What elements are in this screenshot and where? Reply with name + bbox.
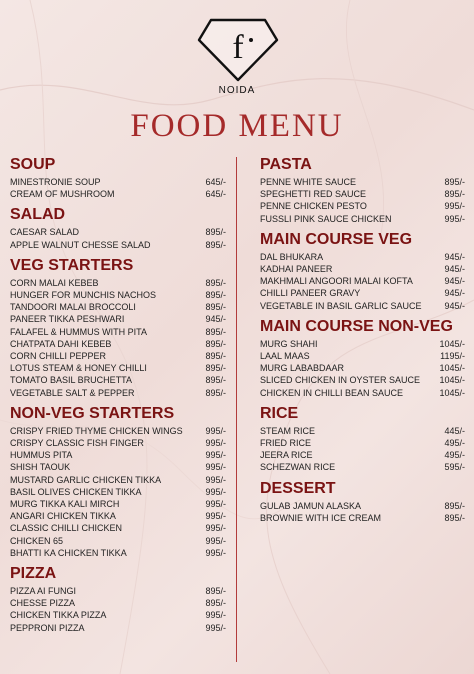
item-name: MURG TIKKA KALI MIRCH (10, 499, 120, 510)
section-heading: MAIN COURSE NON-VEG (260, 317, 453, 335)
item-name: LOTUS STEAM & HONEY CHILLI (10, 363, 147, 374)
item-price: 995/- (205, 523, 226, 534)
item-name: TOMATO BASIL BRUCHETTA (10, 375, 133, 386)
menu-item (10, 510, 226, 522)
item-price: 895/- (205, 351, 226, 362)
item-name: CHESSE PIZZA (10, 598, 76, 609)
menu-item (10, 387, 226, 399)
item-name: MURG SHAHI (260, 338, 318, 349)
menu-item (10, 437, 226, 449)
item-price: 895/- (205, 239, 226, 250)
item-name: PENNE CHICKEN PESTO (260, 201, 367, 212)
menu-section (10, 564, 226, 634)
menu-item (10, 301, 226, 313)
menu-section (260, 479, 465, 524)
section-heading: DESSERT (260, 479, 336, 497)
item-name: STEAM RICE (260, 425, 316, 436)
menu-item (10, 535, 226, 547)
brand-logo (195, 14, 281, 84)
item-price: 995/- (444, 213, 465, 224)
item-name: CRISPY CLASSIC FISH FINGER (10, 438, 144, 449)
item-name: CAESAR SALAD (10, 227, 80, 238)
section-heading: PIZZA (10, 565, 57, 583)
menu-item (10, 226, 226, 238)
menu-item (10, 547, 226, 559)
menu-item (260, 449, 465, 461)
logo-dot (249, 38, 253, 42)
item-name: APPLE WALNUT CHESSE SALAD (10, 239, 151, 250)
item-price: 1045/- (439, 363, 465, 374)
section-heading: SOUP (10, 156, 56, 173)
item-price: 945/- (444, 264, 465, 275)
item-name: MURG LABABDAAR (260, 363, 345, 374)
item-name: BROWNIE WITH ICE CREAM (260, 512, 381, 523)
item-name: CORN CHILLI PEPPER (10, 351, 107, 362)
item-price: 1195/- (440, 351, 465, 362)
item-price: 995/- (205, 499, 226, 510)
item-price: 895/- (444, 500, 465, 511)
item-price: 895/- (205, 338, 226, 349)
item-price: 1045/- (439, 387, 465, 398)
item-price: 895/- (205, 302, 226, 313)
menu-item (260, 251, 465, 263)
item-price: 995/- (205, 474, 226, 485)
menu-item (10, 449, 226, 461)
item-name: VEGETABLE IN BASIL GARLIC SAUCE (260, 300, 422, 311)
menu-item (260, 362, 465, 374)
item-name: PEPPRONI PIZZA (10, 622, 85, 633)
item-name: PANEER TIKKA PESHWARI (10, 314, 125, 325)
item-name: FALAFEL & HUMMUS WITH PITA (10, 326, 148, 337)
item-price: 995/- (444, 201, 465, 212)
menu-item (10, 498, 226, 510)
menu-section (260, 155, 465, 225)
menu-item (10, 176, 226, 188)
menu-item (260, 500, 465, 512)
menu-section (10, 256, 226, 399)
item-price: 1045/- (439, 338, 465, 349)
menu-item (10, 362, 226, 374)
menu-item (10, 461, 226, 473)
item-price: 595/- (444, 462, 465, 473)
menu-item (260, 350, 465, 362)
menu-item (10, 597, 226, 609)
item-name: CHILLI PANEER GRAVY (260, 288, 361, 299)
menu-item (10, 326, 226, 338)
item-name: FUSSLI PINK SAUCE CHICKEN (260, 213, 392, 224)
item-price: 995/- (205, 610, 226, 621)
item-name: ANGARI CHICKEN TIKKA (10, 511, 116, 522)
item-name: KADHAI PANEER (260, 264, 333, 275)
section-heading: VEG STARTERS (10, 256, 134, 274)
item-name: CORN MALAI KEBEB (10, 277, 99, 288)
menu-item (10, 313, 226, 325)
menu-section (260, 230, 465, 312)
item-price: 945/- (444, 288, 465, 299)
logo-letter: f (232, 29, 244, 66)
item-name: FRIED RICE (260, 438, 312, 449)
item-price: 895/- (444, 512, 465, 523)
item-name: TANDOORI MALAI BROCCOLI (10, 302, 136, 313)
menu-item (10, 609, 226, 621)
menu-item (260, 425, 465, 437)
menu-item (10, 522, 226, 534)
item-price: 995/- (205, 438, 226, 449)
section-heading: SALAD (10, 206, 66, 224)
item-price: 995/- (205, 535, 226, 546)
item-name: VEGETABLE SALT & PEPPER (10, 387, 135, 398)
item-price: 995/- (205, 622, 226, 633)
item-price: 895/- (205, 277, 226, 288)
menu-title: FOOD MENU (130, 108, 344, 144)
item-price: 945/- (444, 276, 465, 287)
menu-section (10, 404, 226, 559)
item-price: 895/- (205, 375, 226, 386)
menu-item (260, 200, 465, 212)
menu-item (260, 176, 465, 188)
menu-item (10, 486, 226, 498)
menu-item (10, 425, 226, 437)
menu-item (10, 277, 226, 289)
menu-item (10, 350, 226, 362)
menu-item (260, 461, 465, 473)
column-divider (236, 157, 237, 662)
section-heading: NON-VEG STARTERS (10, 404, 175, 422)
menu-section (260, 317, 465, 399)
menu-section (10, 155, 226, 200)
item-name: MINESTRONIE SOUP (10, 177, 101, 187)
menu-item (260, 338, 465, 350)
item-price: 645/- (205, 177, 226, 187)
menu-item (10, 474, 226, 486)
menu-item (260, 213, 465, 225)
item-price: 495/- (444, 438, 465, 449)
item-name: CREAM OF MUSHROOM (10, 189, 115, 200)
menu-item (260, 263, 465, 275)
item-name: CRISPY FRIED THYME CHICKEN WINGS (10, 425, 183, 436)
item-name: BHATTI KA CHICKEN TIKKA (10, 547, 127, 558)
item-name: DAL BHUKARA (260, 251, 324, 262)
item-price: 895/- (205, 586, 226, 597)
item-name: MUSTARD GARLIC CHICKEN TIKKA (10, 474, 162, 485)
item-name: SCHEZWAN RICE (260, 462, 336, 473)
menu-item (10, 338, 226, 350)
menu-item (260, 188, 465, 200)
section-heading: PASTA (260, 156, 312, 173)
item-price: 445/- (444, 425, 465, 436)
item-name: SHISH TAOUK (10, 462, 71, 473)
item-price: 945/- (444, 251, 465, 262)
menu-item (260, 287, 465, 299)
item-price: 995/- (205, 450, 226, 461)
item-price: 995/- (205, 425, 226, 436)
menu-item (260, 300, 465, 312)
item-price: 945/- (205, 314, 226, 325)
item-name: GULAB JAMUN ALASKA (260, 500, 362, 511)
menu-item (10, 622, 226, 634)
menu-section (10, 205, 226, 250)
item-price: 945/- (444, 300, 465, 311)
item-price: 895/- (205, 363, 226, 374)
item-price: 895/- (205, 326, 226, 337)
item-price: 495/- (444, 450, 465, 461)
item-price: 895/- (205, 387, 226, 398)
city-label: NOIDA (218, 85, 256, 96)
item-name: JEERA RICE (260, 450, 313, 461)
item-price: 995/- (205, 462, 226, 473)
item-price: 645/- (205, 189, 226, 200)
item-price: 895/- (205, 227, 226, 238)
item-name: MAKHMALI ANGOORI MALAI KOFTA (260, 276, 413, 287)
item-name: HUNGER FOR MUNCHIS NACHOS (10, 290, 157, 301)
item-name: SLICED CHICKEN IN OYSTER SAUCE (260, 375, 421, 386)
menu-item (10, 374, 226, 386)
item-price: 895/- (444, 189, 465, 200)
menu-item (260, 512, 465, 524)
item-name: CHATPATA DAHI KEBEB (10, 338, 112, 349)
menu-item (260, 387, 465, 399)
item-name: BASIL OLIVES CHICKEN TIKKA (10, 486, 142, 497)
item-name: CLASSIC CHILLI CHICKEN (10, 523, 123, 534)
menu-item (10, 585, 226, 597)
menu-item (10, 289, 226, 301)
left-column (10, 155, 226, 639)
section-heading: RICE (260, 404, 299, 422)
item-price: 995/- (205, 547, 226, 558)
item-name: CHICKEN 65 (10, 535, 64, 546)
item-price: 1045/- (439, 375, 465, 386)
item-name: CHICKEN TIKKA PIZZA (10, 610, 107, 621)
item-price: 895/- (205, 290, 226, 301)
item-price: 995/- (205, 486, 226, 497)
menu-section (260, 404, 465, 474)
section-heading: MAIN COURSE VEG (260, 230, 413, 248)
item-name: HUMMUS PITA (10, 450, 73, 461)
item-name: SPEGHETTI RED SAUCE (260, 189, 367, 200)
item-name: PIZZA AI FUNGI (10, 586, 77, 597)
item-price: 995/- (205, 511, 226, 522)
menu-item (260, 437, 465, 449)
menu-item (260, 374, 465, 386)
menu-item (10, 188, 226, 200)
item-price: 895/- (444, 177, 465, 187)
right-column (260, 155, 465, 529)
item-name: LAAL MAAS (260, 351, 310, 362)
item-name: CHICKEN IN CHILLI BEAN SAUCE (260, 387, 404, 398)
menu-item (260, 275, 465, 287)
item-price: 895/- (205, 598, 226, 609)
menu-item (10, 239, 226, 251)
item-name: PENNE WHITE SAUCE (260, 177, 357, 187)
